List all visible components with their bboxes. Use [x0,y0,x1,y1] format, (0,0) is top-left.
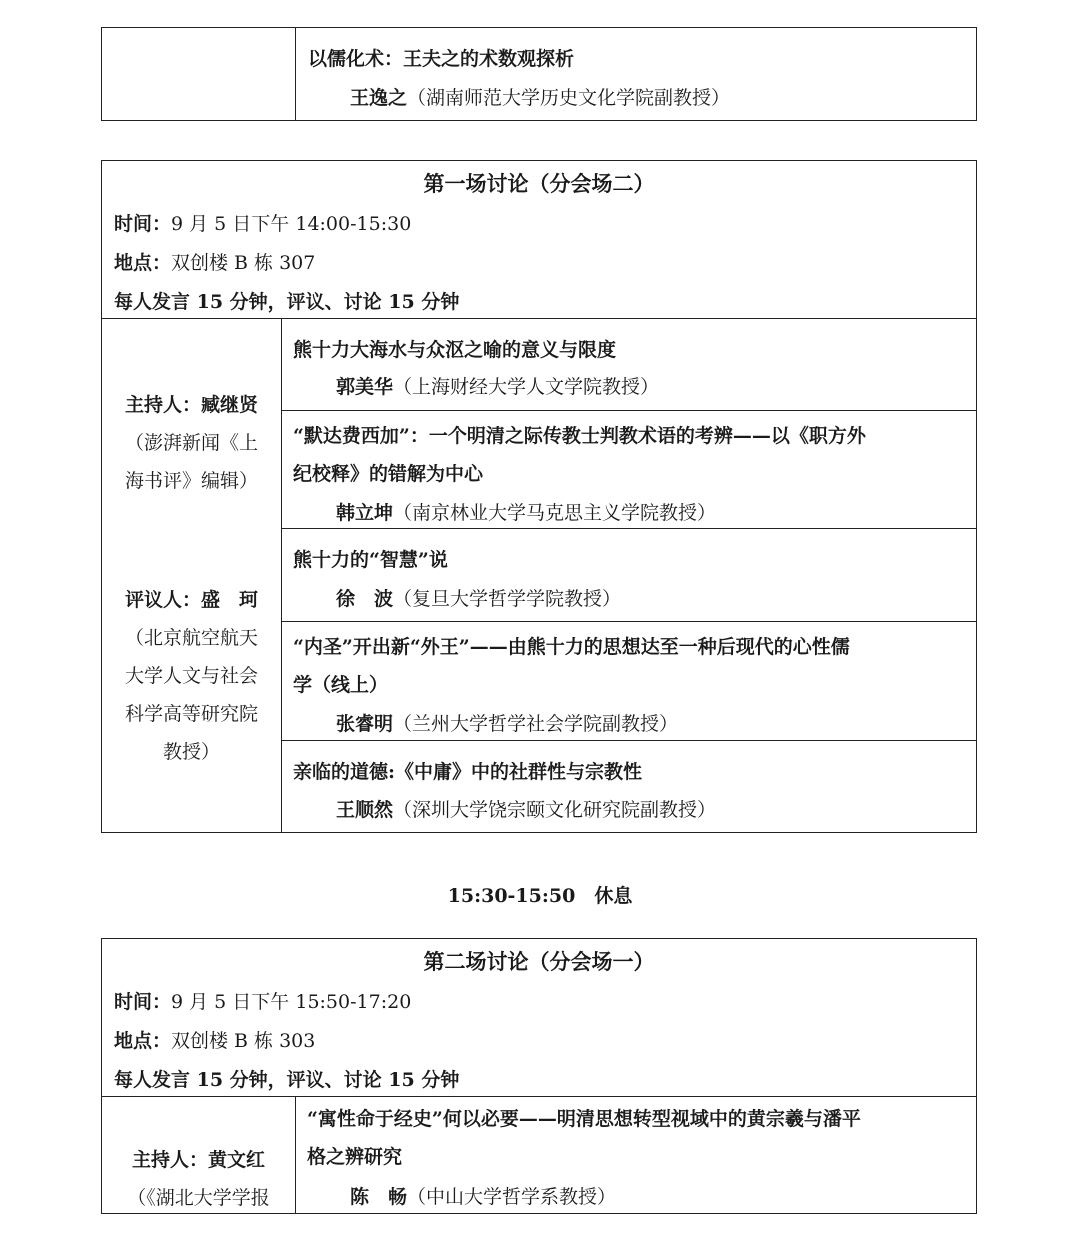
break-time: 15:30-15:50 休息 [447,885,633,907]
session-1-title: 第一场讨论（分会场二） [423,171,655,196]
critic-info [102,581,281,771]
session-2-place: 地点：双创楼 B 栋 303 [114,1030,316,1052]
paper-2-speaker: 韩立坤（南京林业大学马克思主义学院教授） [336,502,717,524]
host-label: 主持人：臧继贤 [124,394,258,416]
paper-4-speaker: 张睿明（兰州大学哲学社会学院副教授） [336,713,679,735]
session-2-rule: 每人发言 15 分钟，评议、讨论 15 分钟 [114,1069,460,1091]
paper-2-title-line-1: “默达费西加”：一个明清之际传教士判教术语的考辨——以《职方外 [293,425,866,447]
critic-affiliation-4: 教授） [162,741,220,763]
session-1-block [101,160,977,833]
session-2-speaker: 陈 畅（中山大学哲学系教授） [350,1186,617,1208]
top-schedule-block [101,27,977,121]
session-2-time: 时间：9 月 5 日下午 15:50-17:20 [114,991,412,1013]
paper-5-speaker: 王顺然（深圳大学饶宗颐文化研究院副教授） [336,799,717,821]
critic-label: 评议人：盛 珂 [124,589,258,611]
session-1-rule: 每人发言 15 分钟，评议、讨论 15 分钟 [114,291,460,313]
host-affiliation-1: （澎湃新闻《上 [124,432,258,454]
paper-2-title-line-2: 纪校释》的错解为中心 [293,463,484,485]
paper-3-title: 熊十力的“智慧”说 [293,549,448,571]
session-1-time: 时间：9 月 5 日下午 14:00-15:30 [114,213,412,235]
paper-1-speaker: 郭美华（上海财经大学人文学院教授） [336,376,660,398]
session-2-host-label: 主持人：黄文红 [131,1149,265,1171]
session-2-block [101,938,977,1214]
paper-5-title: 亲临的道德:《中庸》中的社群性与宗教性 [293,761,643,783]
speaker-line [350,85,730,111]
session-1-place: 地点：双创楼 B 栋 307 [114,252,316,274]
critic-affiliation-3: 科学高等研究院 [124,703,258,725]
critic-affiliation-2: 大学人文与社会 [124,665,258,687]
paper-3-speaker: 徐 波（复旦大学哲学学院教授） [336,588,622,610]
speaker-affiliation: （湖南师范大学历史文化学院副教授） [407,87,731,109]
paper-title: 以儒化术：王夫之的术数观探析 [308,48,575,70]
paper-1-title: 熊十力大海水与众沤之喻的意义与限度 [293,339,617,361]
host-affiliation-2: 海书评》编辑） [124,470,258,492]
paper-4-title-line-2: 学（线上） [293,674,389,696]
speaker-name: 王逸之 [350,87,408,109]
session-2-host-info [102,1141,295,1217]
session-2-paper-title-line-1: “寓性命于经史”何以必要——明清思想转型视域中的黄宗羲与潘平 [307,1108,861,1130]
host-info [102,386,281,500]
session-2-title: 第二场讨论（分会场一） [423,949,655,974]
critic-affiliation-1: （北京航空航天 [124,627,258,649]
paper-4-title-line-1: “内圣”开出新“外王”——由熊十力的思想达至一种后现代的心性儒 [293,636,850,658]
session-2-paper-title-line-2: 格之辨研究 [307,1146,403,1168]
session-2-host-affiliation-1: （《湖北大学学报 [127,1187,270,1209]
